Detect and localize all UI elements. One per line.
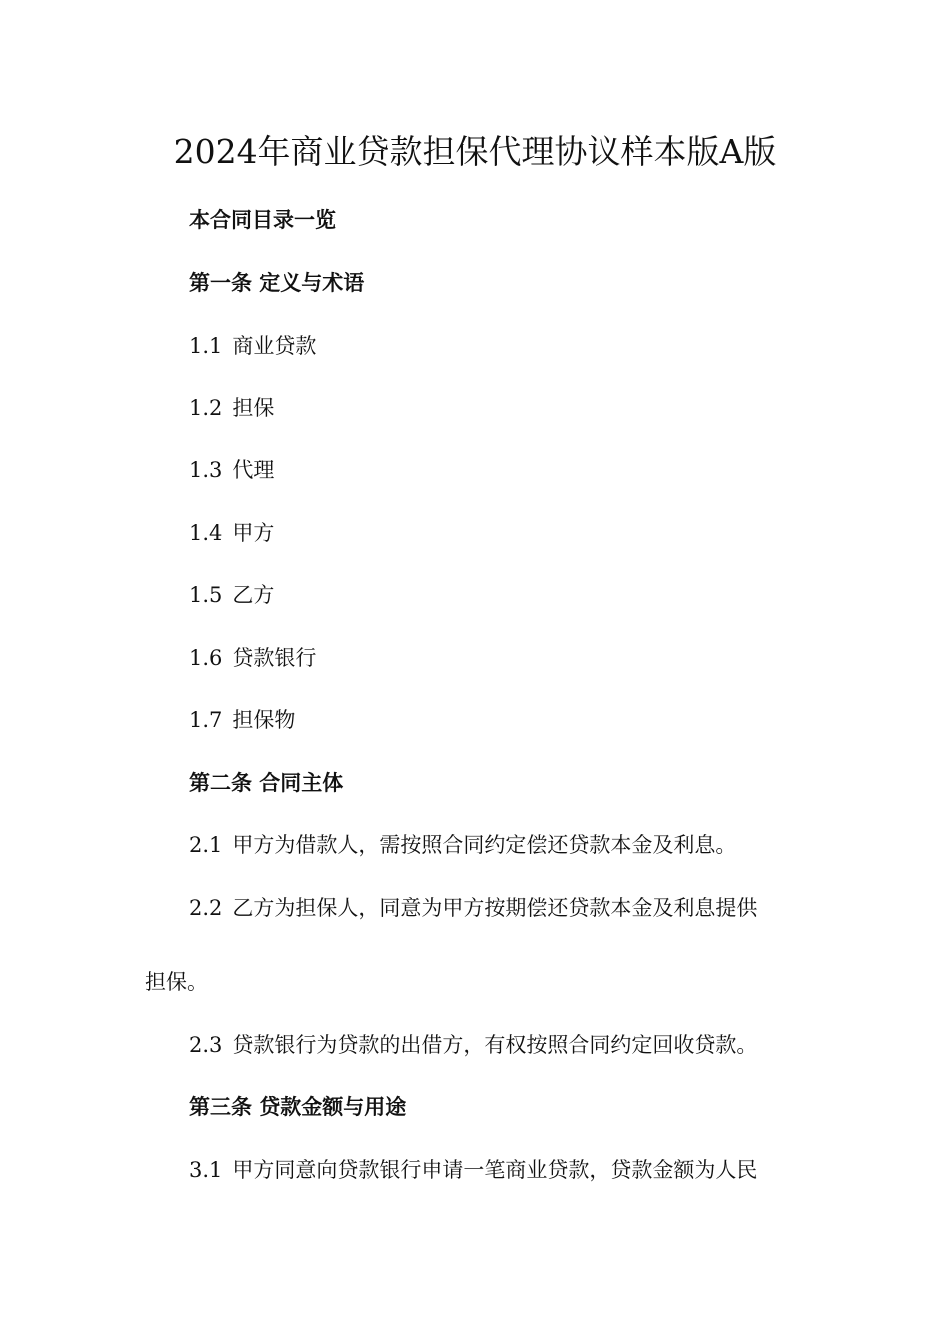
- clause-number: 3.1: [189, 1158, 223, 1182]
- article-1-heading: 第一条 定义与术语: [189, 270, 365, 295]
- clause-1-5: [189, 580, 274, 610]
- clause-1-1: [189, 331, 316, 361]
- clause-text: 甲方为借款人，需按照合同约定偿还贷款本金及利息。: [232, 833, 737, 857]
- clause-number: 2.3: [189, 1033, 223, 1057]
- clause-number: 1.4: [189, 521, 223, 545]
- clause-2-2-continuation: 担保。: [145, 970, 208, 994]
- clause-1-3: [189, 455, 274, 485]
- clause-1-2: [189, 393, 274, 423]
- clause-number: 1.3: [189, 458, 223, 482]
- clause-number: 1.2: [189, 396, 223, 420]
- clause-text: 甲方同意向贷款银行申请一笔商业贷款，贷款金额为人民: [232, 1158, 758, 1182]
- clause-number: 1.1: [189, 334, 223, 358]
- clause-2-1: [189, 830, 736, 860]
- clause-text: 贷款银行: [232, 646, 317, 670]
- clause-text: 代理: [232, 458, 275, 482]
- clause-2-2: [189, 893, 757, 923]
- clause-1-4: [189, 518, 274, 548]
- clause-text: 商业贷款: [232, 334, 317, 358]
- clause-1-7: [189, 705, 295, 735]
- clause-text: 乙方为担保人，同意为甲方按期偿还贷款本金及利息提供: [232, 896, 758, 920]
- clause-text: 担保物: [232, 708, 296, 732]
- clause-text: 担保: [232, 396, 275, 420]
- clause-text: 甲方: [232, 521, 275, 545]
- clause-number: 1.5: [189, 583, 223, 607]
- clause-number: 1.6: [189, 646, 223, 670]
- toc-heading: 本合同目录一览: [189, 207, 336, 232]
- article-3-heading: 第三条 贷款金额与用途: [189, 1094, 407, 1119]
- clause-1-6: [189, 643, 316, 673]
- clause-number: 2.1: [189, 833, 223, 857]
- clause-text: 乙方: [232, 583, 275, 607]
- clause-text: 贷款银行为贷款的出借方，有权按照合同约定回收贷款。: [232, 1033, 758, 1057]
- clause-3-1: [189, 1155, 757, 1185]
- clause-number: 1.7: [189, 708, 223, 732]
- clause-2-3: [189, 1030, 757, 1060]
- document-title: 2024年商业贷款担保代理协议样本版A版: [173, 132, 777, 171]
- article-2-heading: 第二条 合同主体: [189, 770, 344, 795]
- clause-number: 2.2: [189, 896, 223, 920]
